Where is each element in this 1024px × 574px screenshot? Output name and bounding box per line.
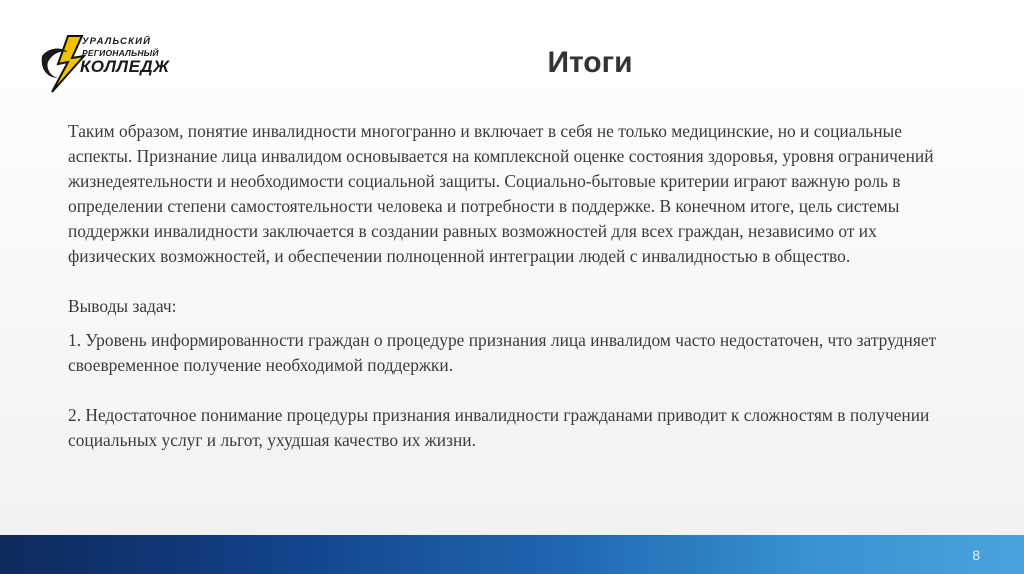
slide-title: Итоги bbox=[547, 46, 633, 79]
slide-body bbox=[68, 119, 958, 478]
logo-line-3: КОЛЛЕДЖ bbox=[80, 57, 170, 76]
footer-bar bbox=[0, 535, 1024, 574]
logo-line-2: РЕГИОНАЛЬНЫЙ bbox=[82, 47, 159, 58]
page-number: 8 bbox=[972, 547, 980, 563]
logo-line-1: УРАЛЬСКИЙ bbox=[82, 36, 152, 47]
task-item-2: 2. Недостаточное понимание процедуры признания инвалидности гражданами приводит к сложностям в получении социальных услуг и льгот, ухудшая качество их жизни. bbox=[68, 405, 930, 450]
summary-paragraph: Таким образом, понятие инвалидности многогранно и включает в себя не только медицинские, но и социальные аспекты. Признание лица инвалидом основывается на комплексной оценке состояния здоровья, уровня ограничений жизнедеятельности и необходимости социальной защиты. Социально-бытовые критерии играют важную роль в определении степени самостоятельности человека и потребности в поддержке. В конечном итоге, цель системы поддержки инвалидности заключается в создании равных возможностей для всех граждан, независимо от их физических возможностей, и обеспечении полноценной интеграции людей с инвалидностью в общество. bbox=[68, 121, 934, 266]
tasks-heading: Выводы задач: bbox=[68, 296, 177, 316]
task-item-1: 1. Уровень информированности граждан о процедуре признания лица инвалидом часто недостаточен, что затрудняет своевременное получение необходимой поддержки. bbox=[68, 330, 937, 375]
